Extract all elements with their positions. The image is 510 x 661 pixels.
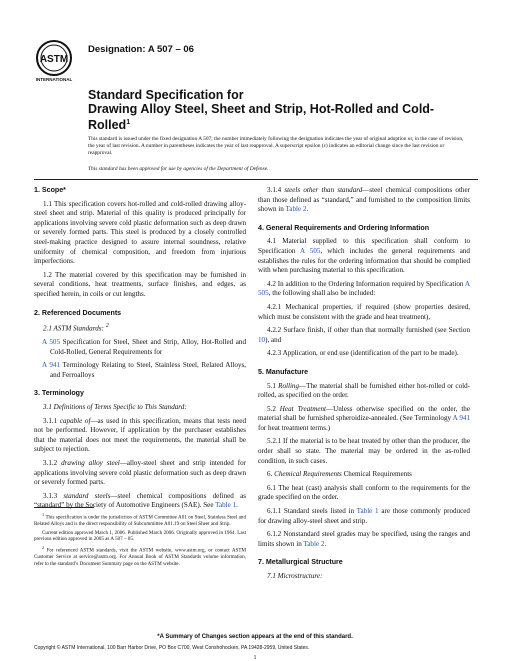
para-2-1: 2.1 ASTM Standards: $^2$: [43, 323, 109, 333]
link-table-2-2[interactable]: Table 2: [303, 539, 325, 548]
summary-note: *A Summary of Changes section appears at the end of this standard.: [157, 634, 353, 640]
footnotes: [34, 512, 246, 570]
para-3-1-1: 3.1.1 capable of—as used in this specification, means that tests need not be performed. However, if application by the purchaser establishes that the material does not meet the requirements, the material shall be subject to rejection.: [34, 416, 246, 454]
page-number: 1: [253, 655, 257, 661]
para-6-1: 6.1 The heat (cast) analysis shall conform to the requirements for the grade specified on the order.: [258, 483, 470, 502]
section-heading-scope: 1. Scope*: [34, 186, 66, 194]
para-3-1-3: 3.1.3 standard steels—steel chemical compositions defined as “standard” by the Society of Automotive Engineers (SAE). See Table 1.: [34, 491, 246, 510]
footnote-1: $^1$ This specification is under the jurisdiction of ASTM Committee A01 on Steel, Stainless Steel and Related Alloys and is the direct responsibility of Subcommittee A01.19 on Steel Sheet and Strip.: [34, 512, 246, 528]
link-section-10[interactable]: 10: [258, 335, 266, 344]
para-6-1-2: 6.1.2 Nonstandard steel grades may be specified, using the ranges and limits shown in Table 2.: [258, 530, 470, 548]
para-3-1: 3.1 Definitions of Terms Specific to This Standard:: [43, 403, 187, 412]
right-column: [258, 186, 470, 586]
footnote-divider: [34, 507, 94, 508]
para-3-1-4: 3.1.4 steels other than standard—steel chemical compositions other than those defined as “standard,” and furnished to the composition limits shown in Table 2.: [258, 186, 470, 214]
link-a505-3[interactable]: A 505: [258, 279, 470, 298]
para-4-1: 4.1 Material supplied to this specification shall conform to Specification A 505, which includes the general requirements and establishes the rules for the ordering information that should be complied with when purchasing material to this specification.: [258, 237, 470, 275]
section-heading-general: 4. General Requirements and Ordering Information: [258, 223, 430, 232]
link-a941[interactable]: A 941: [42, 361, 60, 370]
reference-a941: A 941 Terminology Relating to Steel, Stainless Steel, Related Alloys, and Ferroalloys: [42, 361, 246, 379]
header-divider: [34, 179, 478, 180]
section-heading-referenced: 2. Referenced Documents: [34, 308, 122, 317]
para-3-1-2: 3.1.2 drawing alloy steel—alloy-steel sheet and strip intended for applications involving severe cold plastic deformation such as deep drawn or severely formed parts.: [34, 459, 246, 487]
section-heading-metallurgical: 7. Metallurgical Structure: [258, 558, 343, 567]
title-line1: Standard Specification for: [88, 88, 244, 102]
left-column: [34, 186, 246, 515]
para-6: 6. Chemical Requirements Chemical Requirements: [267, 470, 412, 479]
footnote-1b: Current edition approved March 1, 2006. Published March 2006. Originally approved in 1964. Last previous edition approved in 2005 as A 507 – 05.: [34, 529, 246, 543]
link-table-1[interactable]: Table 1: [215, 501, 237, 510]
para-7-1: 7.1 Microstructure:: [267, 572, 323, 580]
para-5-2-1: 5.2.1 If the material is to be heat treated by other than the producer, the order shall so state. The material may be ordered in the as-rolled condition, in such cases.: [258, 437, 470, 465]
footnote-2: $^2$ For referenced ASTM standards, visit the ASTM website, www.astm.org, or contact ASTM Customer Service at service@astm.org. For Annual Book of ASTM Standards volume information, refer to the standard’s Document Summary page on the ASTM website.: [34, 545, 246, 567]
para-4-2-3: 4.2.3 Application, or end use (identification of the part to be made).: [267, 349, 459, 358]
para-5-2: 5.2 Heat Treatment—Unless otherwise specified on the order, the material shall be furnished spheroidize-annealed. (See Terminology A 941 for heat treatment terms.): [258, 404, 470, 432]
link-a505[interactable]: A 505: [42, 338, 60, 347]
issued-note: This standard is issued under the fixed designation A 507; the number immediately following the designation indicates the year of original adoption or, in the case of revision, the year of last revision. A number in parentheses indicates the year of last reapproval. A superscript epsilon (ε) indicates an editorial change since the last revision or reapproval.: [88, 136, 464, 157]
para-6-1-1: 6.1.1 Standard steels listed in Table 1 are those commonly produced for drawing alloy-steel sheet and strip.: [258, 507, 470, 525]
link-a941-2[interactable]: A 941: [452, 414, 470, 423]
para-1-1: 1.1 This specification covers hot-rolled and cold-rolled drawing alloy-steel sheet and strip. Material of this quality is produced principally for applications involving severe cold plastic deformation such as deep drawn or severely formed parts. This steel is produced by a closely controlled steel-making practice designed to assure internal soundness, relative uniformity of chemical composition, and freedom from injurious imperfections.: [34, 199, 246, 266]
approved-note: This standard has been approved for use by agencies of the Department of Defense.: [88, 166, 269, 172]
link-table-2[interactable]: Table 2: [285, 205, 307, 214]
astm-logo: [32, 38, 76, 84]
svg-text:ASTM: ASTM: [39, 54, 69, 65]
svg-text:INTERNATIONAL: INTERNATIONAL: [35, 77, 73, 82]
designation: Designation: A 507 – 06: [88, 44, 194, 55]
reference-a505: A 505 Specification for Steel, Sheet and Strip, Alloy, Hot-Rolled and Cold-Rolled, General Requirements for: [42, 338, 247, 356]
para-4-2: 4.2 In addition to the Ordering Information required by Specification A 505, the following shall also be included:: [258, 279, 470, 298]
document-title: [88, 88, 448, 132]
link-a505-2[interactable]: A 505: [300, 246, 321, 255]
para-1-2: 1.2 The material covered by this specification may be furnished in several conditions, heat treatments, surface finishes, and edges, as specified herein, in coils or cut lengths.: [34, 270, 246, 298]
copyright: Copyright © ASTM International, 100 Barr Harbor Drive, PO Box C700, West Conshohocken, PA 19428-2959, United States.: [34, 645, 310, 651]
para-4-2-1: 4.2.1 Mechanical properties, if required (show properties desired, which must be consistent with the grade and heat treatment),: [258, 302, 470, 321]
section-heading-manufacture: 5. Manufacture: [258, 367, 309, 376]
para-5-1: 5.1 Rolling—The material shall be furnished either hot-rolled or cold-rolled, as specified on the order.: [258, 381, 471, 400]
section-heading-terminology: 3. Terminology: [34, 389, 84, 398]
link-table-1-2[interactable]: Table 1: [356, 507, 379, 516]
title-footnote-mark: 1: [126, 119, 131, 126]
para-4-2-2: 4.2.2 Surface finish, if other than that normally furnished (see Section 10), and: [258, 326, 470, 344]
title-line2: Drawing Alloy Steel, Sheet and Strip, Hot-Rolled and Cold-Rolled: [88, 102, 435, 133]
